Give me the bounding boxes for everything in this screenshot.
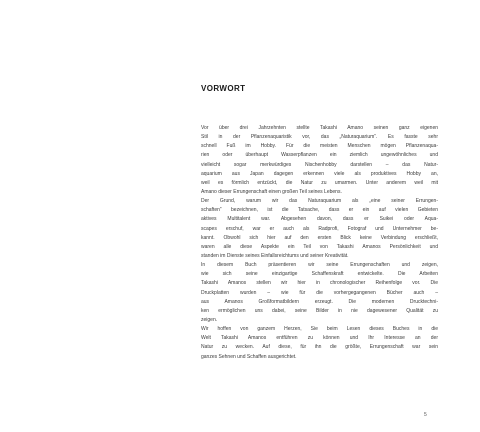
text-line: In diesem Buch präsentieren wir seine Errungenschaften und zeigen,: [201, 262, 438, 269]
text-line: schaften“ bezeichnen, ist die Tatsache, dass er ein auf vielen Gebieten: [201, 207, 438, 214]
page-number: 5: [424, 412, 427, 418]
text-line: schnell Fuß im Hobby. Für die meisten Menschen mögen Pflanzenaqua-: [201, 143, 438, 150]
text-line: Der Grund, warum wir das Naturaquarium als „eine seiner Errungen-: [201, 198, 438, 205]
text-line: aktives Multitalent war. Abgesehen davon, dass er Suikei oder Aqua-: [201, 216, 438, 223]
text-line: zeigen.: [201, 316, 218, 323]
text-line: Amano dieser Errungenschaft einen großen Teil seines Lebens.: [201, 188, 342, 195]
text-line: kannt. Obwohl sich hier auf den ersten Blick keine Verbindung erschließt,: [201, 234, 438, 241]
text-line: Natur zu wecken. Auf diese, für ihn die größte, Errungenschaft war sein: [201, 344, 438, 351]
text-line: ganzes Sehnen und Schaffen ausgerichtet.: [201, 353, 297, 360]
text-line: waren alle diese Aspekte ein Teil von Takashi Amanos Persönlichkeit und: [201, 243, 438, 250]
text-line: vielleicht sogar merkwürdiges Nischenhobby darstellen – das Natur-: [201, 161, 438, 168]
text-line: standen im Dienste seines Einfallsreichtums und seiner Kreativität.: [201, 252, 349, 259]
text-line: Stil in der Pflanzenaquaristik vor, das „Naturaquarium“. Es fasste sehr: [201, 134, 438, 141]
text-line: rien oder überhaupt Wasserpflanzen ein ziemlich ungewöhnliches und: [201, 152, 438, 159]
text-line: Wir hoffen von ganzem Herzen, Sie beim Lesen dieses Buches in die: [201, 326, 438, 333]
text-line: weil es förmlich entzückt, die Natur zu umarmen. Unter anderem weil mit: [201, 179, 438, 186]
text-line: wie sich seine einzigartige Schaffenskraft entwickelte. Die Arbeiten: [201, 271, 438, 278]
text-line: aquarium aus Japan dagegen erkennen viele als produktives Hobby an,: [201, 170, 438, 177]
text-line: ken ermöglichen uns dabei, seine Bilder in nie dagewesener Qualität zu: [201, 307, 438, 314]
foreword-body-text: [201, 124, 438, 362]
text-line: Welt Takashi Amanos entführen zu können und Ihr Interesse an der: [201, 335, 438, 342]
text-line: Druckplatten wurden – wie für die vorhergegangenen Bücher auch –: [201, 289, 438, 296]
text-line: aus Amanos Großformatbildern erzeugt. Die modernen Drucktechni-: [201, 298, 438, 305]
text-line: Vor über drei Jahrzehnten stellte Takashi Amano seinen ganz eigenen: [201, 125, 438, 131]
page-heading: VORWORT: [201, 84, 246, 93]
text-line: Takashi Amanos stellen wir hier in chronologischer Reihenfolge vor. Die: [201, 280, 438, 287]
text-line: scapes erschuf, war er auch als Radprofi, Fotograf und Unternehmer be-: [201, 225, 438, 232]
